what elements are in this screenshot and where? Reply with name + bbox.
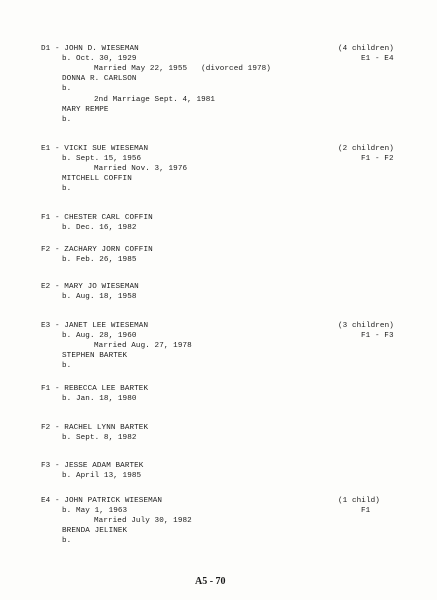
entry-heading: F3 - JESSE ADAM BARTEK (41, 462, 144, 470)
birth-date: b. Sept. 15, 1956 (62, 155, 142, 163)
children-range: F1 (361, 507, 371, 515)
children-range: F1 - F2 (361, 155, 394, 163)
children-range: E1 - E4 (361, 55, 394, 63)
page-number: A5 - 70 (195, 576, 226, 587)
birth-date: b. Dec. 16, 1982 (62, 224, 137, 232)
children-count: (2 children) (338, 145, 394, 153)
birth-date: b. Jan. 18, 1980 (62, 395, 137, 403)
entry-heading: E4 - JOHN PATRICK WIESEMAN (41, 497, 163, 505)
spouse-birth: b. (62, 85, 72, 93)
marriage-info: Married July 30, 1982 (94, 517, 192, 525)
entry-heading: E3 - JANET LEE WIESEMAN (41, 322, 149, 330)
birth-date: b. April 13, 1985 (62, 472, 142, 480)
entry-heading: E1 - VICKI SUE WIESEMAN (41, 145, 149, 153)
spouse-birth: b. (62, 185, 72, 193)
entry-heading: F1 - REBECCA LEE BARTEK (41, 385, 149, 393)
birth-date: b. Feb. 26, 1985 (62, 256, 137, 264)
birth-date: b. Aug. 18, 1958 (62, 293, 137, 301)
children-count: (3 children) (338, 322, 394, 330)
marriage-info: Married Nov. 3, 1976 (94, 165, 188, 173)
spouse-name: MARY REMPE (62, 106, 109, 114)
entry-heading: F2 - RACHEL LYNN BARTEK (41, 424, 149, 432)
marriage-info: Married Aug. 27, 1978 (94, 342, 192, 350)
birth-date: b. Aug. 28, 1960 (62, 332, 137, 340)
entry-heading: F2 - ZACHARY JORN COFFIN (41, 246, 153, 254)
children-count: (4 children) (338, 45, 394, 53)
spouse-birth: b. (62, 537, 72, 545)
spouse-birth: b. (62, 116, 72, 124)
entry-heading: E2 - MARY JO WIESEMAN (41, 283, 139, 291)
birth-date: b. Sept. 8, 1982 (62, 434, 137, 442)
entry-heading: D1 - JOHN D. WIESEMAN (41, 45, 139, 53)
children-range: F1 - F3 (361, 332, 394, 340)
second-marriage-info: 2nd Marriage Sept. 4, 1981 (94, 96, 216, 104)
children-count: (1 child) (338, 497, 380, 505)
entry-heading: F1 - CHESTER CARL COFFIN (41, 214, 153, 222)
spouse-name: MITCHELL COFFIN (62, 175, 132, 183)
marriage-info: Married May 22, 1955 (divorced 1978) (94, 65, 271, 73)
spouse-birth: b. (62, 362, 72, 370)
spouse-name: BRENDA JELINEK (62, 527, 128, 535)
spouse-name: DONNA R. CARLSON (62, 75, 137, 83)
birth-date: b. Oct. 30, 1929 (62, 55, 137, 63)
birth-date: b. May 1, 1963 (62, 507, 128, 515)
spouse-name: STEPHEN BARTEK (62, 352, 128, 360)
